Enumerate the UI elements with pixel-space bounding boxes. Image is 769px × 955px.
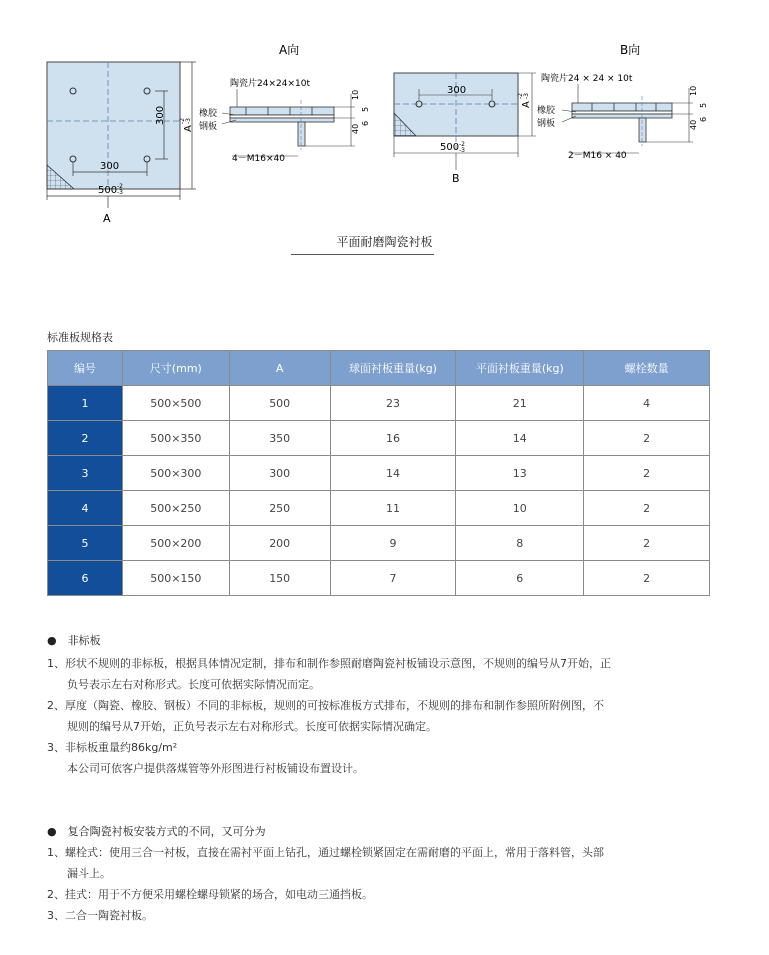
cell-size: 500×150 bbox=[122, 561, 229, 596]
label-tile-b: 陶瓷片24 × 24 × 10t bbox=[541, 74, 633, 84]
cell-flat-weight: 10 bbox=[456, 491, 584, 526]
cell-size: 500×200 bbox=[122, 526, 229, 561]
cell-bolt-count: 2 bbox=[584, 526, 710, 561]
dim-10-a: 10 bbox=[351, 89, 360, 100]
dim-5-a: 5 bbox=[361, 106, 370, 112]
label-rubber-b: 橡胶 bbox=[537, 106, 556, 116]
b-dim-300: 300 bbox=[447, 85, 467, 96]
cell-id: 4 bbox=[48, 491, 123, 526]
col-header-spherical-weight: 球面衬板重量(kg) bbox=[330, 351, 456, 386]
cell-a: 200 bbox=[229, 526, 330, 561]
cell-id: 2 bbox=[48, 421, 123, 456]
note-line: 3、非标板重量约86kg/m² bbox=[47, 741, 178, 754]
spec-table bbox=[47, 350, 710, 596]
notes-nonstandard bbox=[47, 632, 727, 777]
caption-underline bbox=[291, 254, 434, 255]
dim-5-b: 5 bbox=[699, 102, 708, 108]
b-dim-A-tol-top: -2 bbox=[517, 93, 524, 99]
table-row bbox=[48, 491, 710, 526]
cell-spherical-weight: 16 bbox=[330, 421, 456, 456]
cell-bolt-count: 4 bbox=[584, 386, 710, 421]
cell-spherical-weight: 11 bbox=[330, 491, 456, 526]
dim-500-tol-top: -2 bbox=[117, 183, 123, 190]
label-rubber-a: 橡胶 bbox=[199, 109, 218, 119]
view-label-A: A bbox=[103, 212, 111, 225]
cell-flat-weight: 14 bbox=[456, 421, 584, 456]
note-line: 3、二合一陶瓷衬板。 bbox=[47, 909, 153, 922]
cell-bolt-count: 2 bbox=[584, 491, 710, 526]
section-view-a bbox=[222, 89, 355, 156]
table-row bbox=[48, 526, 710, 561]
note-line: 规则的编号从7开始，正负号表示左右对称形式。长度可依据实际情况确定。 bbox=[67, 720, 437, 733]
cell-bolt-count: 2 bbox=[584, 456, 710, 491]
b-dim-A-tol-bot: -3 bbox=[523, 93, 530, 99]
col-header-bolt-count: 螺栓数量 bbox=[584, 351, 710, 386]
label-tile-a: 陶瓷片24×24×10t bbox=[230, 79, 310, 89]
b-dim-A: A bbox=[521, 101, 532, 108]
cell-flat-weight: 13 bbox=[456, 456, 584, 491]
cell-id: 5 bbox=[48, 526, 123, 561]
col-header-flat-weight: 平面衬板重量(kg) bbox=[456, 351, 584, 386]
dim-500-tol-bot: -3 bbox=[117, 189, 123, 196]
col-header-id: 编号 bbox=[48, 351, 123, 386]
b-dim-500: 500 bbox=[440, 142, 460, 153]
cell-size: 500×250 bbox=[122, 491, 229, 526]
b-dim-500-tol-top: -2 bbox=[459, 141, 465, 148]
cell-size: 500×350 bbox=[122, 421, 229, 456]
b-dim-500-tol-bot: -3 bbox=[459, 147, 465, 154]
notes-heading: ● 非标板 bbox=[47, 634, 101, 647]
label-steel-a: 钢板 bbox=[199, 122, 218, 132]
cell-id: 3 bbox=[48, 456, 123, 491]
cell-bolt-count: 2 bbox=[584, 421, 710, 456]
dim-6-b: 6 bbox=[699, 116, 708, 122]
table-header-row bbox=[48, 351, 710, 386]
dim-A: A bbox=[183, 125, 194, 132]
cell-bolt-count: 2 bbox=[584, 561, 710, 596]
view-title-b: B向 bbox=[620, 43, 641, 57]
cell-id: 6 bbox=[48, 561, 123, 596]
note-line: 漏斗上。 bbox=[67, 867, 111, 880]
label-bolt-b: 2－M16 × 40 bbox=[568, 151, 627, 161]
cell-spherical-weight: 14 bbox=[330, 456, 456, 491]
cell-flat-weight: 6 bbox=[456, 561, 584, 596]
cell-spherical-weight: 9 bbox=[330, 526, 456, 561]
col-header-a: A bbox=[229, 351, 330, 386]
dim-500: 500 bbox=[98, 185, 118, 196]
note-line: 1、螺栓式：使用三合一衬板，直接在需衬平面上钻孔，通过螺栓锁紧固定在需耐磨的平面上，常用于落料管，头部 bbox=[47, 846, 604, 859]
diagram-caption: 平面耐磨陶瓷衬板 bbox=[336, 235, 433, 249]
view-title-a: A向 bbox=[279, 43, 300, 57]
table-title: 标准板规格表 bbox=[47, 331, 113, 344]
dim-300-horizontal: 300 bbox=[100, 161, 120, 172]
dim-10-b: 10 bbox=[689, 85, 698, 96]
dim-6-a: 6 bbox=[361, 120, 370, 126]
cell-size: 500×500 bbox=[122, 386, 229, 421]
cell-a: 500 bbox=[229, 386, 330, 421]
cell-spherical-weight: 7 bbox=[330, 561, 456, 596]
notes-heading: ● 复合陶瓷衬板安装方式的不同，又可分为 bbox=[47, 825, 266, 838]
table-row bbox=[48, 561, 710, 596]
note-line: 2、挂式：用于不方便采用螺栓螺母锁紧的场合，如电动三通挡板。 bbox=[47, 888, 373, 901]
table-row bbox=[48, 456, 710, 491]
cell-flat-weight: 21 bbox=[456, 386, 584, 421]
dim-A-tol-top: -2 bbox=[179, 118, 186, 124]
cell-a: 150 bbox=[229, 561, 330, 596]
cell-size: 500×300 bbox=[122, 456, 229, 491]
dim-300-vertical: 300 bbox=[155, 105, 166, 125]
table-row bbox=[48, 386, 710, 421]
table-row bbox=[48, 421, 710, 456]
label-steel-b: 钢板 bbox=[537, 119, 556, 129]
cell-id: 1 bbox=[48, 386, 123, 421]
view-label-B: B bbox=[452, 172, 460, 185]
dim-40-b: 40 bbox=[689, 119, 698, 130]
label-bolt-a: 4－M16×40 bbox=[232, 154, 285, 164]
note-line: 1、形状不规则的非标板，根据具体情况定制，排布和制作参照耐磨陶瓷衬板铺设示意图，不规则的编号从7开始，正 bbox=[47, 657, 611, 670]
technical-drawing bbox=[0, 0, 769, 270]
col-header-size: 尺寸(mm) bbox=[122, 351, 229, 386]
section-view-b bbox=[562, 84, 693, 153]
cell-a: 250 bbox=[229, 491, 330, 526]
notes-install bbox=[47, 823, 727, 924]
dim-A-tol-bot: -3 bbox=[185, 118, 192, 124]
cell-flat-weight: 8 bbox=[456, 526, 584, 561]
note-line: 负号表示左右对称形式。长度可依据实际情况而定。 bbox=[67, 678, 320, 691]
dim-40-a: 40 bbox=[351, 123, 360, 134]
cell-a: 300 bbox=[229, 456, 330, 491]
note-line: 本公司可依客户提供落煤管等外形图进行衬板铺设布置设计。 bbox=[67, 762, 364, 775]
cell-a: 350 bbox=[229, 421, 330, 456]
note-line: 2、厚度（陶瓷、橡胶、钢板）不同的非标板，规则的可按标准板方式排布，不规则的排布和制作参照所附例图，不 bbox=[47, 699, 604, 712]
cell-spherical-weight: 23 bbox=[330, 386, 456, 421]
